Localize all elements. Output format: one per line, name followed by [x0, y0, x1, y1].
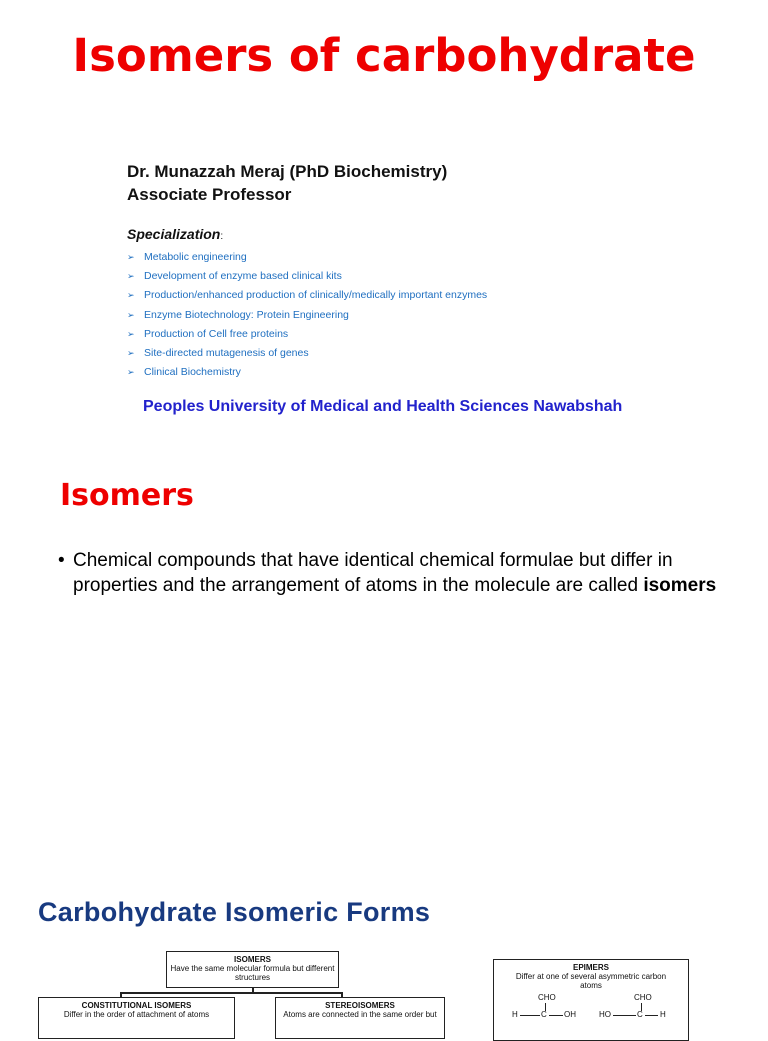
arrow-right-icon: ➢: [127, 271, 135, 282]
arrow-right-icon: ➢: [127, 328, 135, 339]
university-name: Peoples University of Medical and Health Sciences Nawabshah: [143, 398, 623, 415]
specialization-list: [127, 249, 487, 383]
bond-line: [645, 1015, 658, 1016]
epimer-left-c: C: [541, 1010, 547, 1019]
epimer-left-top: CHO: [538, 993, 556, 1002]
constitutional-isomers-box: CONSTITUTIONAL ISOMERS Differ in the order of attachment of atoms: [38, 997, 235, 1039]
author-role: Associate Professor: [127, 185, 292, 204]
slide-title: Carbohydrate Isomeric Forms: [38, 897, 431, 927]
author-block: [127, 160, 447, 206]
isomeric-forms-slide: [0, 862, 768, 1024]
bond-line: [520, 1015, 540, 1016]
definition-keyword: isomers: [643, 575, 717, 596]
author-name: Dr. Munazzah Meraj (PhD Biochemistry): [127, 162, 448, 181]
epimer-right-ho: HO: [599, 1010, 611, 1019]
bond-line: [549, 1015, 563, 1016]
definition-bullet: [58, 548, 718, 598]
isomers-slide: [0, 462, 768, 842]
isomers-box: ISOMERS Have the same molecular formula but different structures: [166, 951, 339, 988]
epimers-box: EPIMERS Differ at one of several asymmetric carbon atoms: [493, 959, 689, 1041]
specialization-heading: [127, 226, 223, 242]
arrow-right-icon: ➢: [127, 290, 135, 301]
title-slide: [0, 0, 768, 440]
arrow-right-icon: ➢: [127, 367, 135, 378]
list-item: ➢ Site-directed mutagenesis of genes: [127, 346, 309, 359]
list-item: ➢ Production of Cell free proteins: [127, 327, 289, 340]
connector-line: [120, 992, 342, 994]
epimer-right-top: CHO: [634, 993, 652, 1002]
bullet-icon: •: [58, 550, 65, 571]
list-item: ➢ Development of enzyme based clinical kits: [127, 270, 342, 283]
slide-title: Isomers of carbohydrate: [72, 29, 696, 82]
arrow-right-icon: ➢: [127, 347, 135, 358]
list-item: ➢ Clinical Biochemistry: [127, 366, 241, 379]
stereoisomers-box: STEREOISOMERS Atoms are connected in the same order but: [275, 997, 445, 1039]
definition-text: Chemical compounds that have identical chemical formulae but differ in properties and the arrangement of atoms in the molecule are called isomers: [73, 550, 717, 596]
specialization-label: Specialization: [127, 226, 221, 242]
arrow-right-icon: ➢: [127, 252, 135, 262]
slide-title: Isomers: [60, 478, 194, 513]
list-item: ➢ Production/enhanced production of clinically/medically important enzymes: [127, 289, 488, 302]
list-item: ➢ Metabolic engineering: [127, 251, 247, 263]
epimer-right-h: H: [660, 1010, 666, 1019]
arrow-right-icon: ➢: [127, 309, 135, 320]
epimer-left-h: H: [512, 1010, 518, 1019]
specialization-colon: :: [220, 231, 224, 242]
epimer-left-oh: OH: [564, 1010, 576, 1019]
bond-line: [613, 1015, 636, 1016]
epimer-right-c: C: [637, 1010, 643, 1019]
list-item: ➢ Enzyme Biotechnology: Protein Engineering: [127, 308, 349, 321]
